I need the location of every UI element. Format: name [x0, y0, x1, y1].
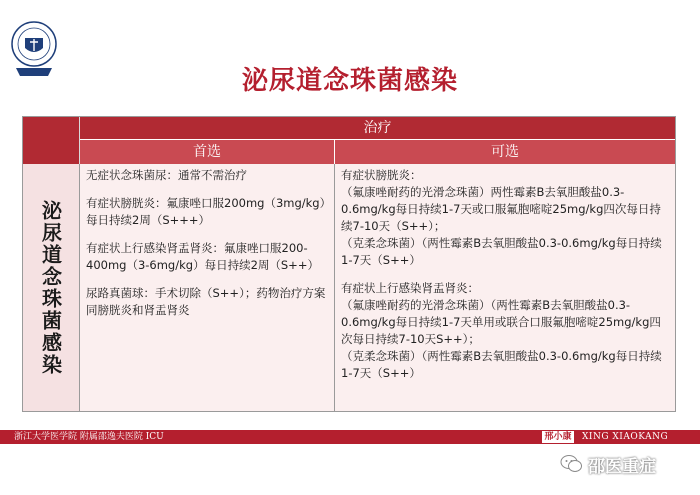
- first-choice-header: 首选: [80, 140, 335, 164]
- row-label-text: 泌尿道念珠菌感染: [38, 199, 63, 376]
- treatment-table: [22, 116, 676, 412]
- first-choice-cell: [80, 164, 335, 411]
- table-corner-header: [23, 117, 80, 164]
- alternative-text-1a: （氟康唑耐药的光滑念珠菌）两性霉素B去氧胆酸盐0.3-0.6mg/kg每日持续1-7天或口服氟胞嘧啶25mg/kg四次每日持续7-10天（S++）；: [341, 185, 661, 233]
- first-choice-text-1: 无症状念珠菌尿：通常不需治疗: [86, 168, 247, 182]
- watermark: [560, 452, 656, 476]
- alternative-header: 可选: [335, 140, 675, 164]
- alternative-cell: [335, 164, 675, 411]
- footer-institution: 浙江大学医学院 附属邵逸夫医院 ICU: [14, 432, 164, 442]
- alternative-text-2a: （氟康唑耐药的光滑念珠菌）（两性霉素B去氧胆酸盐0.3-0.6mg/kg每日持续1-7天单用或联合口服氟胞嘧啶25mg/kg四次每日持续7-10天S++）；: [341, 298, 661, 346]
- first-choice-text-4: 尿路真菌球：手术切除（S++）；药物治疗方案同膀胱炎和肾盂肾炎: [86, 286, 326, 317]
- first-choice-text-3: 有症状上行感染肾盂肾炎：氟康唑口服200-400mg（3-6mg/kg）每日持续2周（S++）: [86, 241, 319, 272]
- alternative-text-1b: （克柔念珠菌）（两性霉素B去氧胆酸盐0.3-0.6mg/kg每日持续1-7天（S++）: [341, 236, 662, 267]
- row-label: [23, 164, 80, 411]
- alternative-heading-2: 有症状上行感染肾盂肾炎：: [341, 281, 479, 295]
- wechat-icon: [560, 454, 582, 474]
- footer-author: XING XIAOKANG: [582, 432, 669, 442]
- alternative-text-2b: （克柔念珠菌）（两性霉素B去氧胆酸盐0.3-0.6mg/kg每日持续1-7天（S++）: [341, 349, 662, 380]
- first-choice-text-2: 有症状膀胱炎：氟康唑口服200mg（3mg/kg）每日持续2周（S+++）: [86, 196, 326, 227]
- alternative-heading-1: 有症状膀胱炎：: [341, 168, 422, 182]
- watermark-text: 邵医重症: [588, 456, 656, 477]
- treatment-header: 治疗: [80, 117, 675, 140]
- slide-title: 泌尿道念珠菌感染: [241, 66, 458, 96]
- footer-name-stamp: 邢小康: [541, 430, 575, 444]
